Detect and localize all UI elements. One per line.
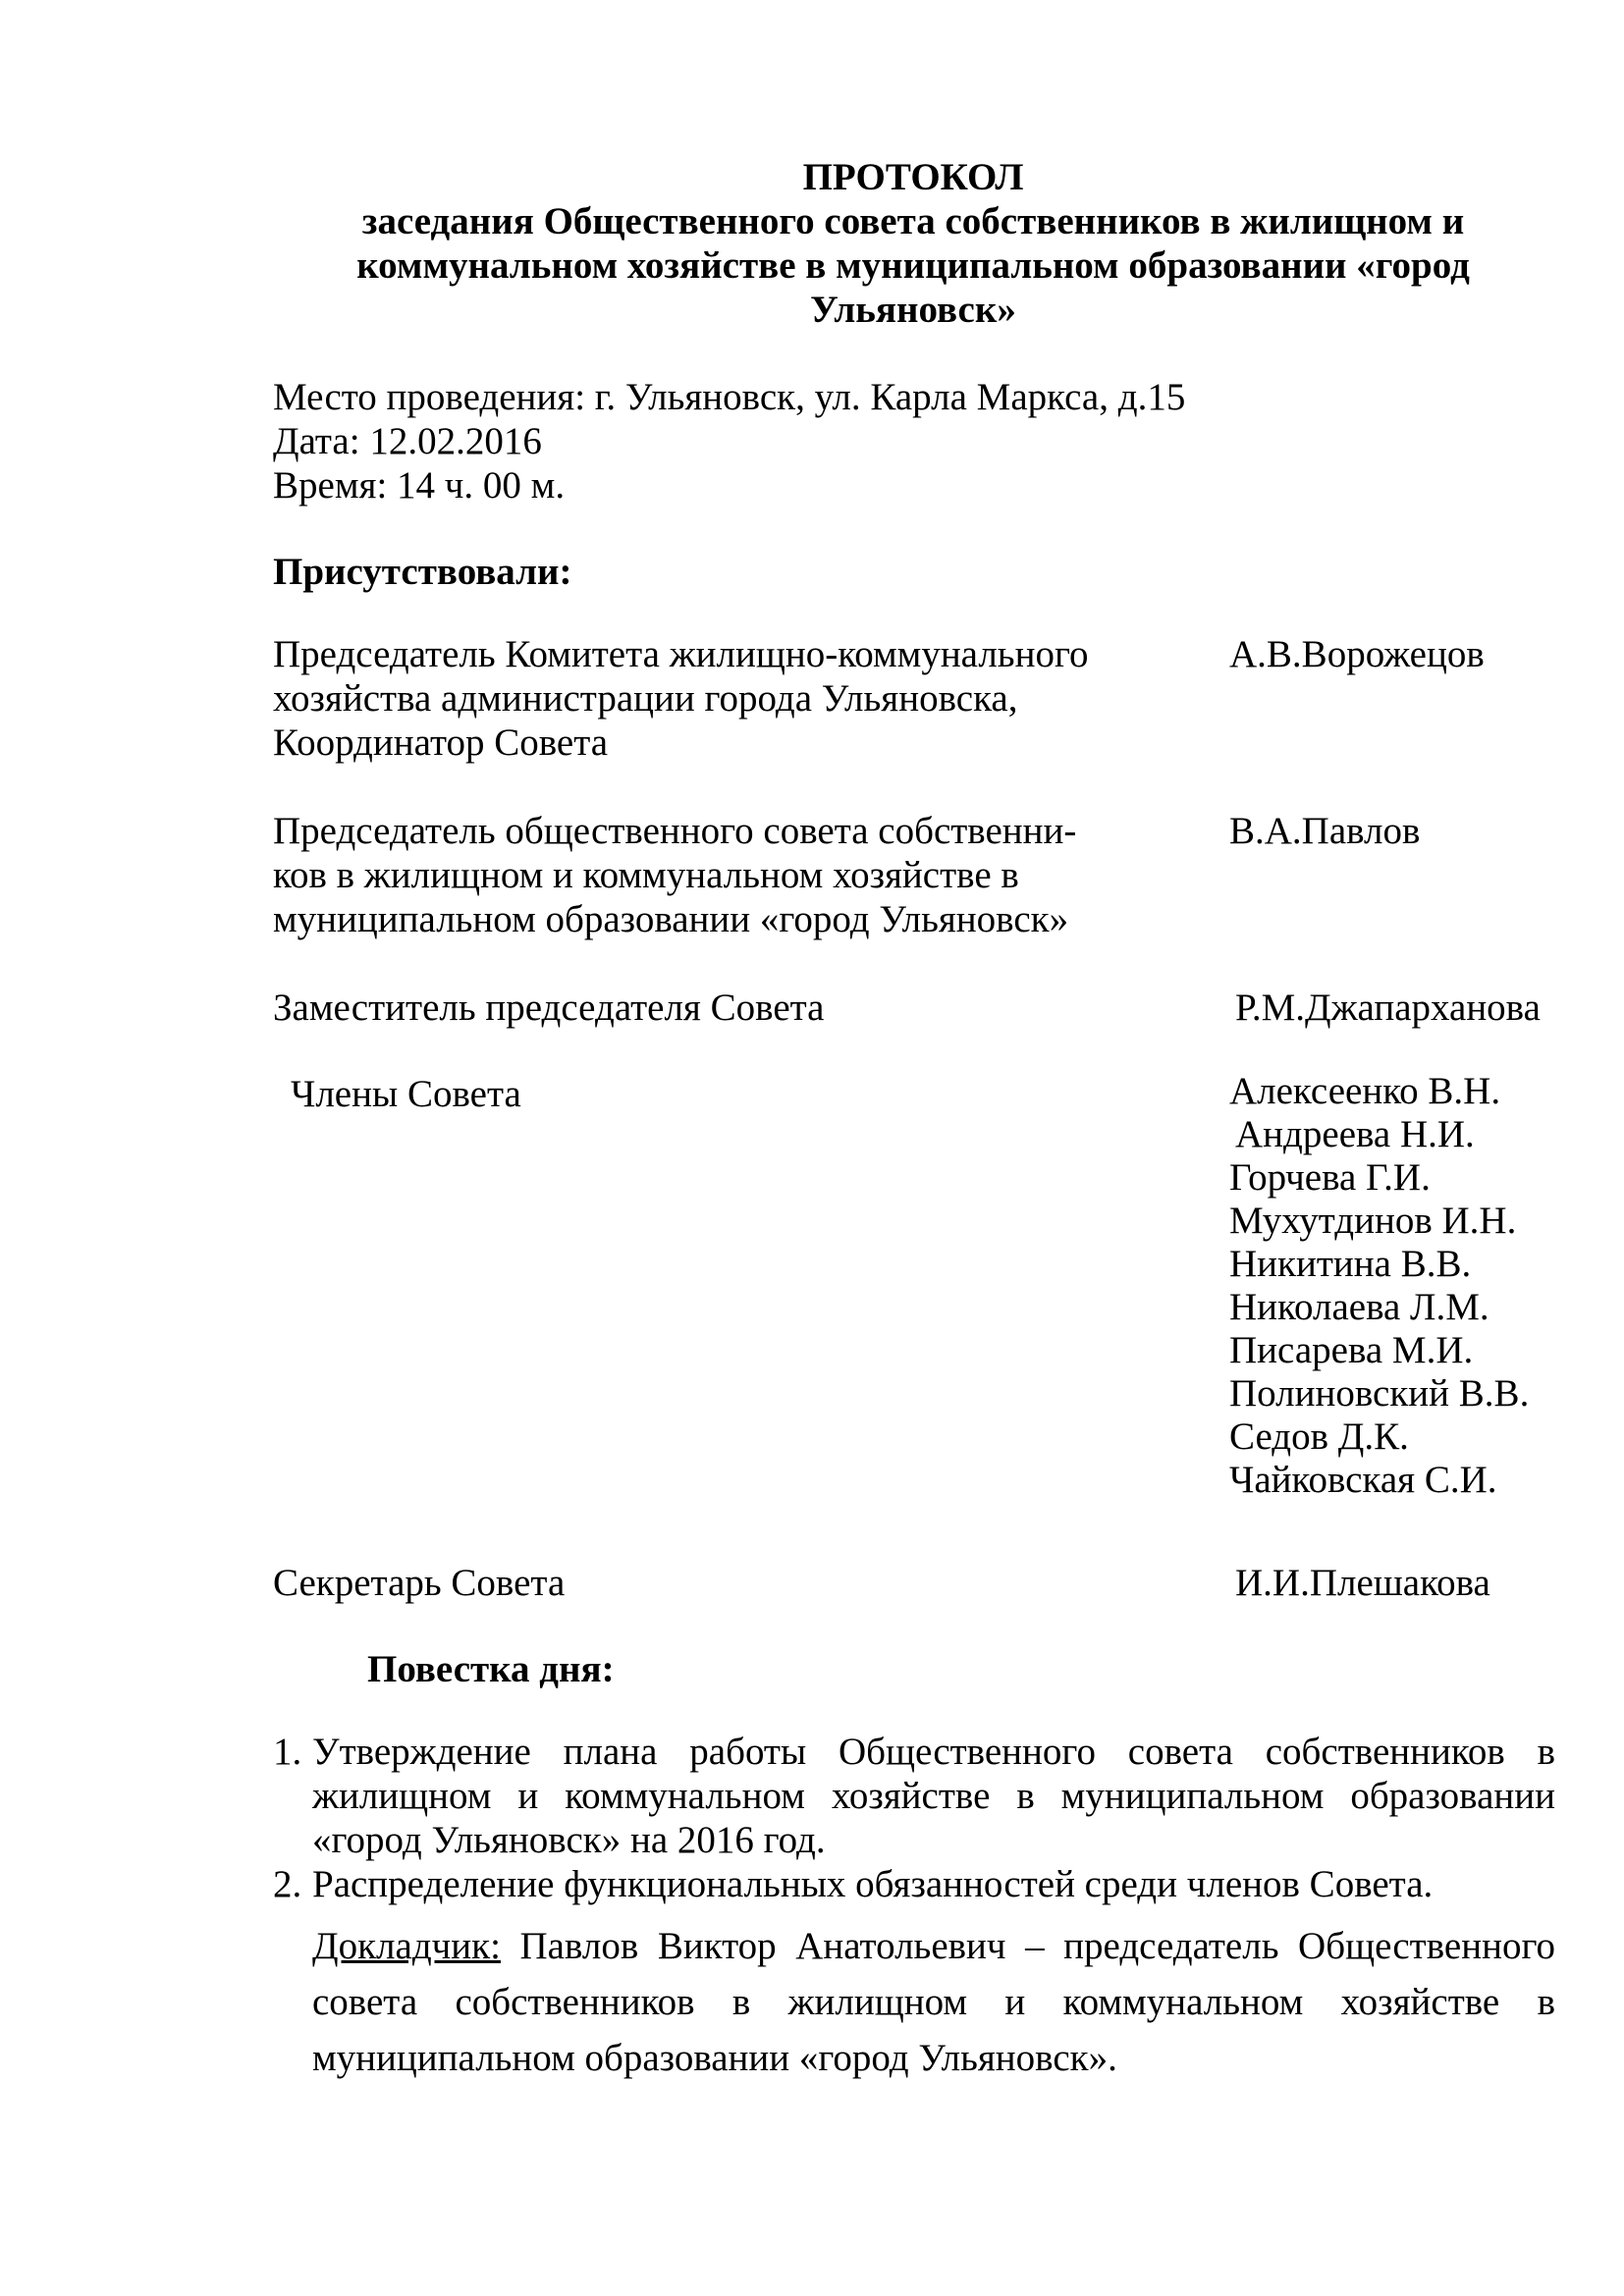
speaker-label: Докладчик: [312, 1925, 501, 1967]
agenda-list [273, 1730, 1555, 2086]
member-name: Никитина В.В. [1229, 1243, 1472, 1285]
present-heading: Присутствовали: [273, 551, 572, 593]
agenda-item-text: Распределение функциональных обязанностей среди членов Совета. [312, 1863, 1434, 1905]
document-title [324, 155, 1502, 332]
coordinator-name: А.В.Ворожецов [1229, 633, 1485, 675]
meeting-date: Дата: 12.02.2016 [273, 420, 542, 462]
member-name: Писарева М.И. [1229, 1329, 1474, 1371]
deputy-role: Заместитель председателя Совета [273, 987, 825, 1029]
coordinator-role-line-2: хозяйства администрации города Ульяновска, [273, 677, 1018, 720]
member-name: Полиновский В.В. [1229, 1372, 1530, 1415]
agenda-item-number: 2. [273, 1863, 302, 1905]
member-name: Алексеенко В.Н. [1229, 1070, 1501, 1112]
secretary-name: И.И.Плешакова [1235, 1562, 1490, 1604]
member-name: Андреева Н.И. [1235, 1113, 1475, 1155]
title-line-2: коммунальном хозяйстве в муниципальном образовании «город [356, 244, 1470, 287]
chair-role-line-1: Председатель общественного совета собственни- [273, 810, 1077, 852]
agenda-item-text: Утверждение плана работы Общественного совета собственников в жилищном и коммунальном хозяйстве в муниципальном образовании «город Ульяновск» на 2016 год. [312, 1731, 1555, 1861]
chair-role [273, 809, 1157, 941]
title-line-1: заседания Общественного совета собственников в жилищном и [361, 200, 1465, 242]
chair-role-line-3: муниципальном образовании «город Ульяновск» [273, 898, 1069, 940]
member-name: Горчева Г.И. [1229, 1156, 1431, 1199]
member-name: Мухутдинов И.Н. [1229, 1200, 1517, 1242]
agenda-item [273, 1862, 1555, 1906]
members-list [1229, 1070, 1529, 1502]
coordinator-role-line-1: Председатель Комитета жилищно-коммунального [273, 633, 1089, 675]
speaker-paragraph [273, 1918, 1555, 2086]
meeting-meta [273, 375, 1185, 507]
agenda-item-number: 1. [273, 1731, 302, 1773]
coordinator-role [273, 632, 1157, 765]
title-line-3: Ульяновск» [810, 289, 1016, 331]
secretary-role: Секретарь Совета [273, 1562, 566, 1604]
members-role: Члены Совета [291, 1073, 521, 1115]
agenda-heading: Повестка дня: [367, 1648, 615, 1690]
speaker-text: Павлов Виктор Анатольевич – председатель Общественного совета собственников в жилищном и коммунальном хозяйстве в муниципальном образовании «город Ульяновск». [312, 1925, 1555, 2079]
chair-role-line-2: ков в жилищном и коммунальном хозяйстве в [273, 854, 1019, 896]
deputy-name: Р.М.Джапарханова [1235, 987, 1541, 1029]
member-name: Николаева Л.М. [1229, 1286, 1489, 1328]
meeting-time: Время: 14 ч. 00 м. [273, 464, 566, 507]
member-name: Чайковская С.И. [1229, 1459, 1497, 1501]
coordinator-role-line-3: Координатор Совета [273, 721, 609, 764]
member-name: Седов Д.К. [1229, 1415, 1409, 1458]
title-main: ПРОТОКОЛ [802, 156, 1024, 198]
meeting-place: Место проведения: г. Ульяновск, ул. Карла Маркса, д.15 [273, 376, 1186, 418]
chair-name: В.А.Павлов [1229, 810, 1421, 852]
agenda-item [273, 1730, 1555, 1862]
